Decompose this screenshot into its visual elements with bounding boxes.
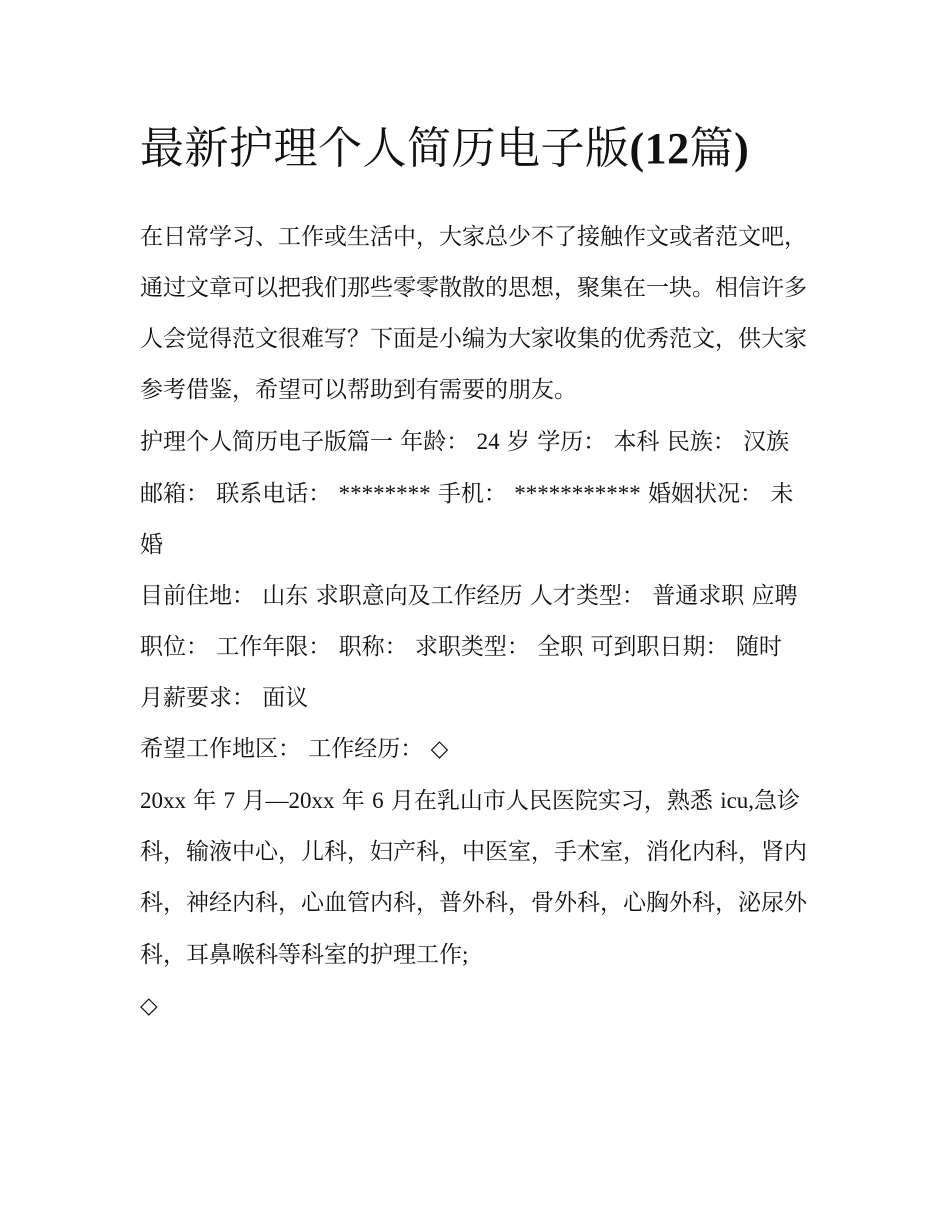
resume-work-area-paragraph: 希望工作地区： 工作经历： ◇	[140, 736, 449, 762]
resume-job-intent-paragraph: 目前住地： 山东 求职意向及工作经历 人才类型： 普通求职 应聘职位： 工作年限： 职称： 求职类型： 全职 可到职日期： 随时 月薪要求： 面议	[140, 583, 798, 711]
diamond-bullet-paragraph: ◇	[140, 993, 158, 1019]
resume-experience-paragraph: 20xx 年 7 月—20xx 年 6 月在乳山市人民医院实习，熟悉 icu,急诊科，输液中心，儿科，妇产科，中医室，手术室，消化内科，肾内科，神经内科，心血管内科，普外科，骨外科，心胸外科，泌尿外科，耳鼻喉科等科室的护理工作;	[140, 788, 807, 968]
document-title: 最新护理个人简历电子版(12篇)	[140, 123, 750, 174]
resume-basic-info-paragraph: 护理个人简历电子版篇一 年龄： 24 岁 学历： 本科 民族： 汉族 邮箱： 联系电话： ******** 手机： *********** 婚姻状况： 未婚	[140, 429, 794, 558]
intro-paragraph: 在日常学习、工作或生活中，大家总少不了接触作文或者范文吧，通过文章可以把我们那些零零散散的思想，聚集在一块。相信许多人会觉得范文很难写？下面是小编为大家收集的优秀范文，供大家参考借鉴，希望可以帮助到有需要的朋友。	[140, 224, 807, 403]
document-content	[140, 108, 812, 1032]
